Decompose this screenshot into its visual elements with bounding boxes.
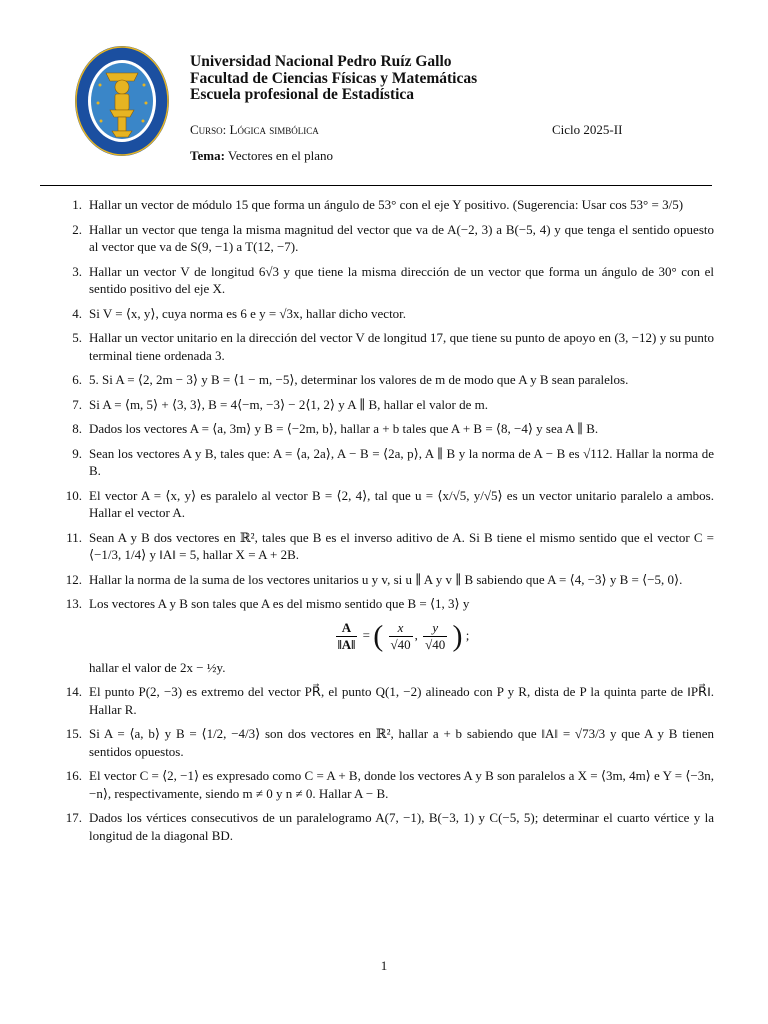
problem-text: Si V = ⟨x, y⟩, cuya norma es 6 e y = √3x, hallar dicho vector.: [89, 305, 407, 321]
problem-text: hallar el valor de 2x − ½y.: [89, 659, 226, 675]
list-item: 15. Si A = ⟨a, b⟩ y B = ⟨1/2, −4/3⟩ son dos vectores en ℝ², hallar a + b sabiendo que ‖A‖ = √73/3 y que A y B tienen sentidos opuestos.: [65, 726, 714, 759]
header-divider: [40, 185, 712, 186]
faculty-name: Facultad de Ciencias Físicas y Matemáticas: [190, 69, 478, 87]
problem-text: Hallar un vector unitario en la dirección del vector V de longitud 17, que tiene su punto de apoyo en (3, −12) y su punto terminal tiene ordenada 3.: [89, 330, 714, 363]
problem-text: El punto P(2, −3) es extremo del vector PR⃗, el punto Q(1, −2) alineado con P y R, dista de P la quinta parte de ‖PR⃗‖. Hallar R.: [89, 684, 714, 717]
document-header: [190, 54, 720, 164]
problem-text: El vector C = ⟨2, −1⟩ es expresado como C = A + B, donde los vectores A y B son paralelos a X = ⟨3m, 4m⟩ e Y = ⟨−3n, −n⟩, respectivamente, siendo m ≠ 0 y n ≠ 0. Hallar A − B.: [89, 768, 714, 801]
problem-list: [58, 196, 714, 851]
list-item: 2. Hallar un vector que tenga la misma magnitud del vector que va de A(−2, 3) a B(−5, 4) y que tenga el sentido opuesto al vector que va de S(9, −1) a T(12, −7).: [72, 221, 714, 254]
course-row: [190, 122, 720, 138]
list-item: 14. El punto P(2, −3) es extremo del vector PR⃗, el punto Q(1, −2) alineado con P y R, dista de P la quinta parte de ‖PR⃗‖. Hallar R.: [65, 684, 714, 717]
school-name: Escuela profesional de Estadística: [190, 86, 415, 103]
problem-text: El vector A = ⟨x, y⟩ es paralelo al vector B = ⟨2, 4⟩, tal que u = ⟨x/√5, y/√5⟩ es un vector unitario paralelo a ambos. Hallar el vector A.: [89, 487, 714, 520]
list-item: 12. Hallar la norma de la suma de los vectores unitarios u y v, si u ∥ A y v ∥ B sabiendo que A = ⟨4, −3⟩ y B = ⟨−5, 0⟩.: [65, 571, 683, 587]
list-item: 16. El vector C = ⟨2, −1⟩ es expresado como C = A + B, donde los vectores A y B son paralelos a X = ⟨3m, 4m⟩ e Y = ⟨−3n, −n⟩, respectivamente, siendo m ≠ 0 y n ≠ 0. Hallar A − B.: [65, 768, 714, 801]
list-item: 11. Sean A y B dos vectores en ℝ², tales que B es el inverso aditivo de A. Si B tiene el mismo sentido que el vector C = ⟨−1/3, 1/4⟩ y ‖A‖ = 5, hallar X = A + 2B.: [66, 529, 714, 562]
list-item: 17. Dados los vértices consecutivos de un paralelogramo A(7, −1), B(−3, 1) y C(−5, 5); determinar el cuarto vértice y la longitud de la diagonal BD.: [65, 810, 714, 843]
display-equation: $\frac{A}{‖A‖}$ = ( $\frac{x}{√40}$ , $\frac{y}{√40}$ ) ;: [337, 619, 470, 652]
problem-text: Hallar la norma de la suma de los vectores unitarios u y v, si u ∥ A y v ∥ B sabiendo que A = ⟨4, −3⟩ y B = ⟨−5, 0⟩.: [89, 571, 683, 587]
problem-text: Sean los vectores A y B, tales que: A = ⟨a, 2a⟩, A − B = ⟨2a, p⟩, A ∥ B y la norma de A − B es √112. Hallar la norma de B.: [89, 445, 714, 478]
list-item: 13. Los vectores A y B son tales que A es del mismo sentido que B = ⟨1, 3⟩ y $\frac{A}{‖A‖}$ = ( $\frac{x}{√40}$ , $\frac{y}{√40}$ ) ; hallar el valor de 2x − ½y.: [58, 595, 714, 676]
problem-text: Dados los vértices consecutivos de un paralelogramo A(7, −1), B(−3, 1) y C(−5, 5); determinar el cuarto vértice y la longitud de la diagonal BD.: [89, 810, 714, 843]
topic-text: Vectores en el plano: [227, 147, 333, 163]
topic-row: [190, 148, 720, 164]
list-item: 5. Hallar un vector unitario en la dirección del vector V de longitud 17, que tiene su punto de apoyo en (3, −12) y su punto terminal tiene ordenada 3.: [72, 330, 714, 363]
course-label: Curso:: [190, 121, 227, 137]
course-name: Lógica simbólica: [229, 121, 319, 137]
cycle-label: Ciclo 2025-II: [552, 121, 623, 137]
list-item: 7. Si A = ⟨m, 5⟩ + ⟨3, 3⟩, B = 4⟨−m, −3⟩ − 2⟨1, 2⟩ y A ∥ B, hallar el valor de m.: [72, 396, 488, 412]
list-item: 4. Si V = ⟨x, y⟩, cuya norma es 6 e y = √3x, hallar dicho vector.: [72, 305, 407, 321]
problem-text: Hallar un vector V de longitud 6√3 y que tiene la misma dirección de un vector que forma un ángulo de 30° con el sentido positivo del eje X.: [89, 263, 714, 296]
university-name: Universidad Nacional Pedro Ruíz Gallo: [190, 53, 452, 70]
university-seal-logo: [74, 45, 170, 157]
list-item: 1. Hallar un vector de módulo 15 que forma un ángulo de 53° con el eje Y positivo. (Sugerencia: Usar cos 53° = 3/5): [72, 197, 684, 212]
list-item: 10. El vector A = ⟨x, y⟩ es paralelo al vector B = ⟨2, 4⟩, tal que u = ⟨x/√5, y/√5⟩ es un vector unitario paralelo a ambos. Hallar el vector A.: [65, 487, 714, 520]
page-number: 1: [380, 958, 388, 973]
problem-text: Si A = ⟨m, 5⟩ + ⟨3, 3⟩, B = 4⟨−m, −3⟩ − 2⟨1, 2⟩ y A ∥ B, hallar el valor de m.: [89, 396, 488, 412]
problem-text: Si A = ⟨a, b⟩ y B = ⟨1/2, −4/3⟩ son dos vectores en ℝ², hallar a + b sabiendo que ‖A‖ = √73/3 y que A y B tienen sentidos opuestos.: [89, 726, 714, 759]
list-item: 9. Sean los vectores A y B, tales que: A = ⟨a, 2a⟩, A − B = ⟨2a, p⟩, A ∥ B y la norma de A − B es √112. Hallar la norma de B.: [72, 445, 714, 478]
list-item: 8. Dados los vectores A = ⟨a, 3m⟩ y B = ⟨−2m, b⟩, hallar a + b tales que A + B = ⟨8, −4⟩ y sea A ∥ B.: [72, 421, 599, 436]
problem-text: Sean A y B dos vectores en ℝ², tales que B es el inverso aditivo de A. Si B tiene el mismo sentido que el vector C = ⟨−1/3, 1/4⟩ y ‖A‖ = 5, hallar X = A + 2B.: [89, 529, 714, 562]
problem-text: Hallar un vector de módulo 15 que forma un ángulo de 53° con el eje Y positivo. (Sugerencia: Usar cos 53° = 3/5): [89, 197, 684, 212]
list-item: 6. 5. Si A = ⟨2, 2m − 3⟩ y B = ⟨1 − m, −5⟩, determinar los valores de m de modo que A y B sean paralelos.: [72, 372, 629, 387]
list-item: 3. Hallar un vector V de longitud 6√3 y que tiene la misma dirección de un vector que forma un ángulo de 30° con el sentido positivo del eje X.: [72, 263, 714, 296]
problem-text: Los vectores A y B son tales que A es del mismo sentido que B = ⟨1, 3⟩ y: [89, 596, 470, 611]
problem-text: 5. Si A = ⟨2, 2m − 3⟩ y B = ⟨1 − m, −5⟩, determinar los valores de m de modo que A y B sean paralelos.: [89, 372, 629, 387]
problem-text: Hallar un vector que tenga la misma magnitud del vector que va de A(−2, 3) a B(−5, 4) y que tenga el sentido opuesto al vector que va de S(9, −1) a T(12, −7).: [89, 221, 714, 254]
topic-label: Tema:: [190, 147, 225, 163]
problem-text: Dados los vectores A = ⟨a, 3m⟩ y B = ⟨−2m, b⟩, hallar a + b tales que A + B = ⟨8, −4⟩ y sea A ∥ B.: [89, 421, 599, 436]
